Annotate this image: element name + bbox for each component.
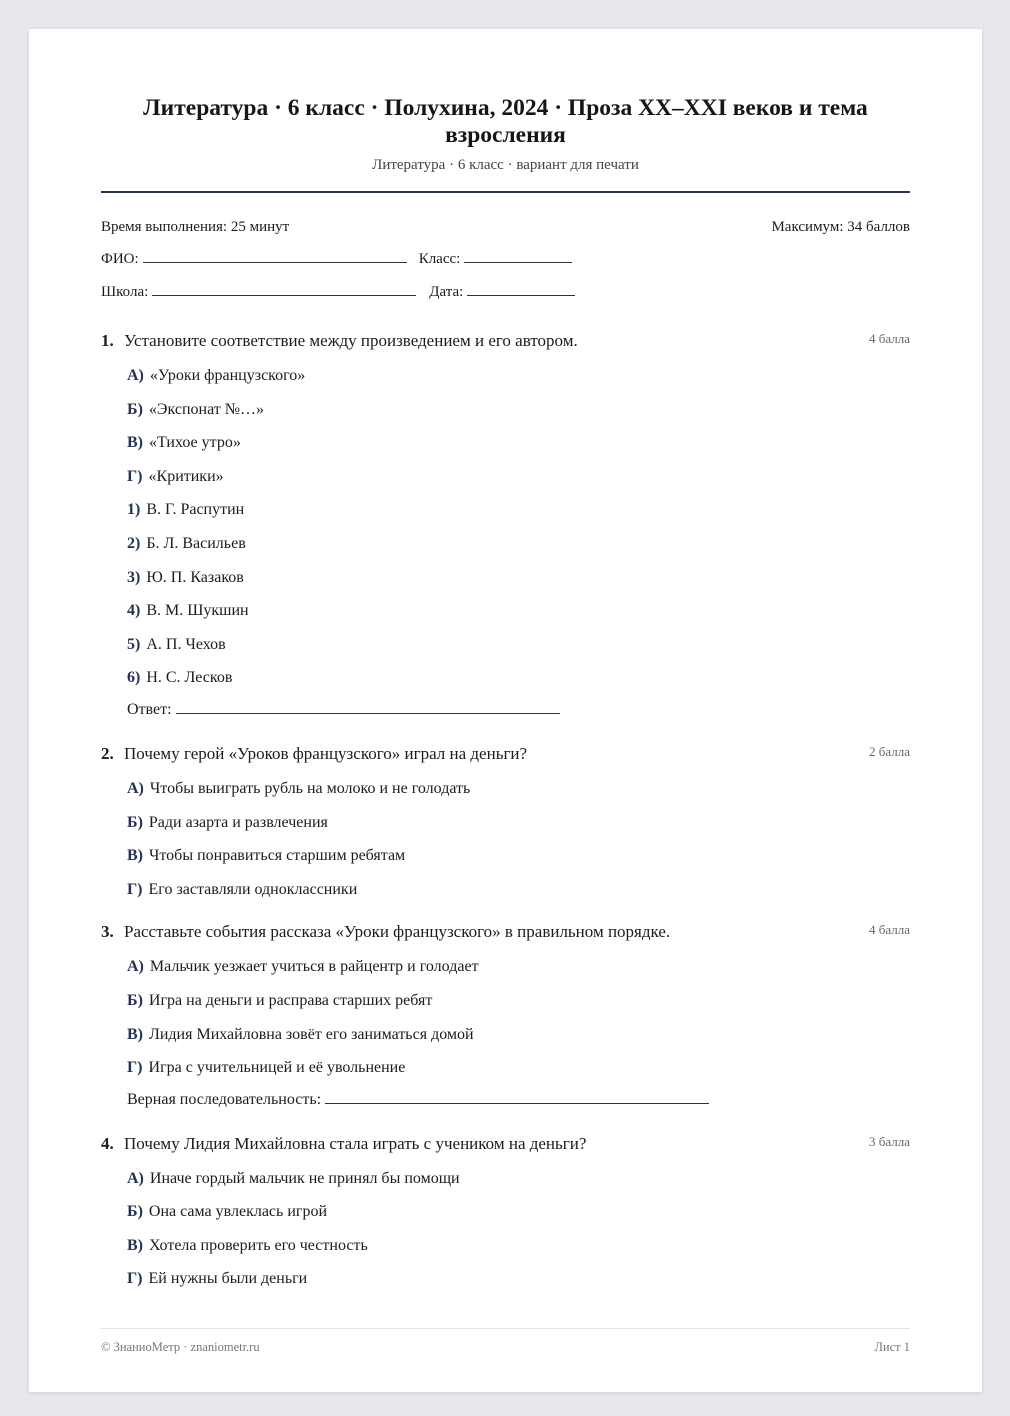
option-text: Она сама увлеклась игрой <box>148 1203 328 1221</box>
option-item <box>127 466 910 500</box>
answer-label: Ответ: <box>127 700 172 718</box>
class-blank[interactable] <box>464 261 572 263</box>
option-item <box>127 667 910 701</box>
option-item <box>127 600 910 634</box>
question-header <box>101 331 910 351</box>
answer-line <box>127 1091 910 1109</box>
question-points: 2 балла <box>869 743 910 759</box>
option-item <box>127 1268 910 1302</box>
option-key: В) <box>127 1236 143 1254</box>
sequence-blank[interactable] <box>325 1102 709 1104</box>
option-key: 6) <box>127 669 141 687</box>
school-blank[interactable] <box>152 294 416 296</box>
option-text: Мальчик уезжает учиться в райцентр и голодает <box>149 958 479 976</box>
option-item <box>127 399 910 433</box>
question-points: 4 балла <box>869 331 910 346</box>
question-text: Почему Лидия Михайловна стала играть с учеником на деньги? <box>124 1133 587 1153</box>
page-subtitle: Литература · 6 класс · вариант для печати <box>372 157 639 173</box>
option-item <box>127 432 910 466</box>
date-label: Дата: <box>429 284 464 300</box>
question-text: Расставьте события рассказа «Уроки французского» в правильном порядке. <box>124 922 671 942</box>
option-key: А) <box>127 367 144 384</box>
option-text: «Уроки французского» <box>149 367 306 384</box>
option-key: 5) <box>127 635 141 653</box>
option-item <box>127 634 910 668</box>
question-number: 2. <box>101 743 114 763</box>
option-text: Ради азарта и развлечения <box>148 813 328 831</box>
option-item <box>127 845 910 879</box>
option-text: Б. Л. Васильев <box>146 534 246 552</box>
question-2 <box>101 744 910 912</box>
page-title: Литература · 6 класс · Полухина, 2024 · Проза XX–XXI веков и тема взросления <box>143 95 868 148</box>
meta-row <box>101 219 910 236</box>
option-key: 3) <box>127 568 141 586</box>
fields-row-school <box>101 284 910 301</box>
option-key: 4) <box>127 602 141 620</box>
option-text: «Тихое утро» <box>149 434 241 452</box>
options-list <box>127 1168 910 1302</box>
option-item <box>127 778 910 812</box>
option-text: «Экспонат №…» <box>148 400 265 418</box>
question-text: Установите соответствие между произведением и его автором. <box>124 331 578 350</box>
question-number: 3. <box>101 922 114 942</box>
option-text: Ю. П. Казаков <box>146 568 244 586</box>
question-header <box>101 922 910 942</box>
question-header <box>101 744 910 764</box>
option-key: Б) <box>127 991 143 1009</box>
question-header <box>101 1134 910 1154</box>
option-item <box>127 879 910 913</box>
options-list <box>127 365 910 701</box>
option-item <box>127 812 910 846</box>
fio-blank[interactable] <box>143 261 407 263</box>
option-text: Хотела проверить его честность <box>149 1236 368 1254</box>
option-text: Лидия Михайловна зовёт его заниматься домой <box>149 1025 474 1043</box>
option-text: Ей нужны были деньги <box>148 1270 308 1288</box>
option-item <box>127 365 910 399</box>
option-key: 2) <box>127 534 141 552</box>
answer-line <box>127 701 910 719</box>
option-item <box>127 567 910 601</box>
option-key: Б) <box>127 400 143 418</box>
option-key: А) <box>127 779 144 797</box>
option-key: Г) <box>127 1270 143 1288</box>
fio-label: ФИО: <box>101 251 139 267</box>
option-item <box>127 990 910 1024</box>
option-key: Г) <box>127 1059 143 1077</box>
option-key: Г) <box>127 880 143 898</box>
option-key: 1) <box>127 501 141 519</box>
option-key: В) <box>127 1025 143 1043</box>
option-text: Чтобы понравиться старшим ребятам <box>149 847 406 865</box>
option-key: А) <box>127 958 144 976</box>
question-points: 4 балла <box>869 922 910 938</box>
option-text: Игра с учительницей и её увольнение <box>148 1059 406 1077</box>
worksheet-page <box>29 29 982 1392</box>
question-number: 4. <box>101 1133 114 1153</box>
question-text: Почему герой «Уроков французского» играл на деньги? <box>124 743 528 763</box>
option-key: Б) <box>127 813 143 831</box>
option-text: Чтобы выиграть рубль на молоко и не голодать <box>149 779 471 797</box>
footer-page-number: Лист 1 <box>874 1340 910 1354</box>
option-key: А) <box>127 1169 144 1187</box>
date-blank[interactable] <box>467 294 575 296</box>
answer-blank[interactable] <box>176 712 560 714</box>
page-footer <box>101 1328 910 1355</box>
max-score: Максимум: 34 баллов <box>771 219 910 235</box>
school-label: Школа: <box>101 284 149 300</box>
option-text: Его заставляли одноклассники <box>148 880 358 898</box>
option-text: Н. С. Лесков <box>146 669 233 687</box>
question-number: 1. <box>101 331 114 350</box>
option-item <box>127 1057 910 1091</box>
title-divider <box>101 191 910 193</box>
option-text: В. Г. Распутин <box>146 501 245 519</box>
fields-row-name <box>101 251 910 268</box>
option-key: В) <box>127 434 143 452</box>
option-item <box>127 956 910 990</box>
question-points: 3 балла <box>869 1133 910 1149</box>
page-content <box>101 29 910 1392</box>
option-key: Б) <box>127 1203 143 1221</box>
option-text: «Критики» <box>148 467 224 485</box>
option-text: А. П. Чехов <box>146 635 226 653</box>
option-text: В. М. Шукшин <box>146 602 249 620</box>
option-item <box>127 1168 910 1202</box>
option-key: В) <box>127 847 143 865</box>
option-key: Г) <box>127 467 143 485</box>
option-item <box>127 1235 910 1269</box>
option-item <box>127 533 910 567</box>
answer-label: Верная последовательность: <box>127 1090 322 1108</box>
question-4 <box>101 1134 910 1302</box>
option-item <box>127 499 910 533</box>
option-text: Игра на деньги и расправа старших ребят <box>148 991 433 1009</box>
option-item <box>127 1201 910 1235</box>
class-label: Класс: <box>418 251 461 267</box>
question-1 <box>101 331 910 719</box>
options-list <box>127 778 910 912</box>
option-text: Иначе гордый мальчик не принял бы помощи <box>149 1169 460 1187</box>
option-item <box>127 1024 910 1058</box>
footer-copyright: © ЗнаниоМетр · znaniometr.ru <box>101 1340 260 1354</box>
question-3 <box>101 922 910 1108</box>
time-limit: Время выполнения: 25 минут <box>101 219 290 235</box>
options-list <box>127 956 910 1090</box>
